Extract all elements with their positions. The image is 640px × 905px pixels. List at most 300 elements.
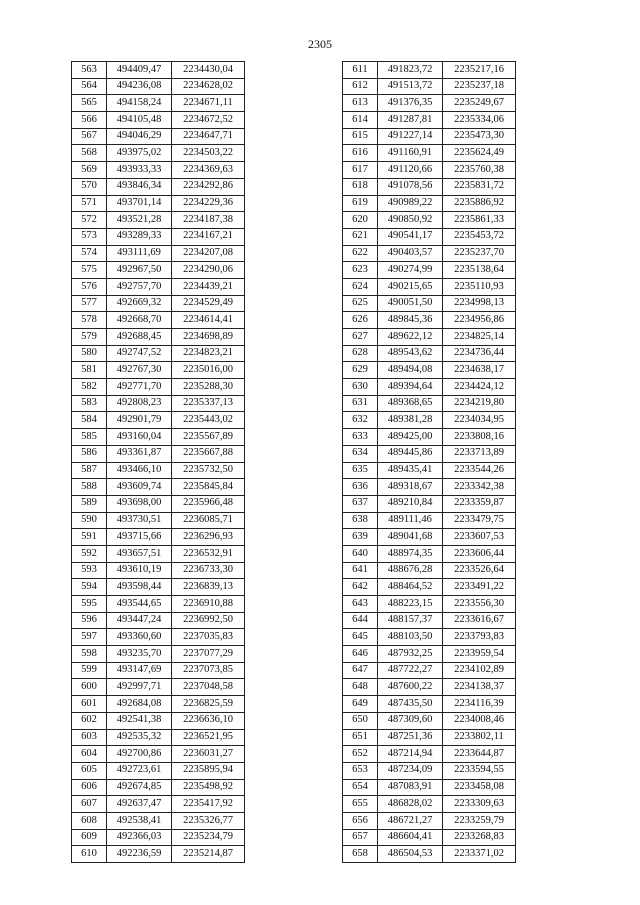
point-number-cell: 629	[343, 362, 378, 379]
x-coordinate-cell: 489445,86	[378, 445, 443, 462]
x-coordinate-cell: 486504,53	[378, 846, 443, 863]
x-coordinate-cell: 491160,91	[378, 145, 443, 162]
y-coordinate-cell: 2234034,95	[443, 412, 516, 429]
point-number-cell: 575	[72, 262, 107, 279]
y-coordinate-cell: 2237035,83	[172, 629, 245, 646]
table-row	[72, 462, 245, 479]
x-coordinate-cell: 487083,91	[378, 779, 443, 796]
point-number-cell: 631	[343, 395, 378, 412]
coordinates-table-left	[71, 61, 245, 863]
table-row	[72, 596, 245, 613]
table-row	[343, 729, 516, 746]
y-coordinate-cell: 2234424,12	[443, 379, 516, 396]
y-coordinate-cell: 2233713,89	[443, 445, 516, 462]
x-coordinate-cell: 489425,00	[378, 429, 443, 446]
table-row	[343, 712, 516, 729]
y-coordinate-cell: 2235567,89	[172, 429, 245, 446]
point-number-cell: 590	[72, 512, 107, 529]
y-coordinate-cell: 2236532,91	[172, 545, 245, 562]
point-number-cell: 645	[343, 629, 378, 646]
point-number-cell: 580	[72, 345, 107, 362]
point-number-cell: 583	[72, 395, 107, 412]
point-number-cell: 634	[343, 445, 378, 462]
table-row	[343, 295, 516, 312]
x-coordinate-cell: 489041,68	[378, 529, 443, 546]
table-row	[72, 646, 245, 663]
point-number-cell: 619	[343, 195, 378, 212]
x-coordinate-cell: 492808,23	[107, 395, 172, 412]
table-row	[72, 262, 245, 279]
point-number-cell: 581	[72, 362, 107, 379]
table-row	[343, 629, 516, 646]
y-coordinate-cell: 2233616,67	[443, 612, 516, 629]
x-coordinate-cell: 493698,00	[107, 495, 172, 512]
point-number-cell: 657	[343, 829, 378, 846]
x-coordinate-cell: 488157,37	[378, 612, 443, 629]
y-coordinate-cell: 2234187,38	[172, 212, 245, 229]
y-coordinate-cell: 2236992,50	[172, 612, 245, 629]
point-number-cell: 648	[343, 679, 378, 696]
x-coordinate-cell: 489381,28	[378, 412, 443, 429]
table-row	[343, 379, 516, 396]
x-coordinate-cell: 486721,27	[378, 812, 443, 829]
table-row	[72, 562, 245, 579]
table-row	[72, 445, 245, 462]
table-row	[72, 212, 245, 229]
table-row	[343, 162, 516, 179]
x-coordinate-cell: 489318,67	[378, 479, 443, 496]
x-coordinate-cell: 493147,69	[107, 662, 172, 679]
point-number-cell: 620	[343, 212, 378, 229]
x-coordinate-cell: 493544,65	[107, 596, 172, 613]
point-number-cell: 594	[72, 579, 107, 596]
point-number-cell: 625	[343, 295, 378, 312]
point-number-cell: 598	[72, 646, 107, 663]
y-coordinate-cell: 2234736,44	[443, 345, 516, 362]
point-number-cell: 604	[72, 746, 107, 763]
point-number-cell: 617	[343, 162, 378, 179]
x-coordinate-cell: 492541,38	[107, 712, 172, 729]
y-coordinate-cell: 2234671,11	[172, 95, 245, 112]
table-row	[343, 95, 516, 112]
y-coordinate-cell: 2235831,72	[443, 178, 516, 195]
point-number-cell: 567	[72, 128, 107, 145]
y-coordinate-cell: 2234614,41	[172, 312, 245, 329]
point-number-cell: 584	[72, 412, 107, 429]
point-number-cell: 646	[343, 646, 378, 663]
x-coordinate-cell: 494046,29	[107, 128, 172, 145]
point-number-cell: 607	[72, 796, 107, 813]
table-row	[72, 679, 245, 696]
table-row	[343, 278, 516, 295]
y-coordinate-cell: 2234647,71	[172, 128, 245, 145]
table-row	[72, 696, 245, 713]
table-row	[72, 812, 245, 829]
x-coordinate-cell: 489210,84	[378, 495, 443, 512]
y-coordinate-cell: 2235337,13	[172, 395, 245, 412]
x-coordinate-cell: 486604,41	[378, 829, 443, 846]
y-coordinate-cell: 2233259,79	[443, 812, 516, 829]
x-coordinate-cell: 492997,71	[107, 679, 172, 696]
point-number-cell: 582	[72, 379, 107, 396]
table-row	[72, 329, 245, 346]
y-coordinate-cell: 2233793,83	[443, 629, 516, 646]
point-number-cell: 656	[343, 812, 378, 829]
x-coordinate-cell: 490051,50	[378, 295, 443, 312]
y-coordinate-cell: 2237077,29	[172, 646, 245, 663]
point-number-cell: 637	[343, 495, 378, 512]
x-coordinate-cell: 491120,66	[378, 162, 443, 179]
x-coordinate-cell: 487435,50	[378, 696, 443, 713]
table-row	[343, 479, 516, 496]
x-coordinate-cell: 491227,14	[378, 128, 443, 145]
point-number-cell: 605	[72, 762, 107, 779]
y-coordinate-cell: 2233959,54	[443, 646, 516, 663]
point-number-cell: 649	[343, 696, 378, 713]
x-coordinate-cell: 489543,62	[378, 345, 443, 362]
x-coordinate-cell: 487214,94	[378, 746, 443, 763]
point-number-cell: 610	[72, 846, 107, 863]
y-coordinate-cell: 2233644,87	[443, 746, 516, 763]
table-row	[343, 646, 516, 663]
table-row	[72, 295, 245, 312]
table-row	[343, 62, 516, 79]
table-row	[343, 545, 516, 562]
point-number-cell: 615	[343, 128, 378, 145]
table-row	[343, 212, 516, 229]
table-row	[343, 696, 516, 713]
point-number-cell: 601	[72, 696, 107, 713]
y-coordinate-cell: 2233606,44	[443, 545, 516, 562]
y-coordinate-cell: 2233607,53	[443, 529, 516, 546]
x-coordinate-cell: 493846,34	[107, 178, 172, 195]
point-number-cell: 616	[343, 145, 378, 162]
y-coordinate-cell: 2233371,02	[443, 846, 516, 863]
table-row	[72, 195, 245, 212]
point-number-cell: 640	[343, 545, 378, 562]
point-number-cell: 641	[343, 562, 378, 579]
point-number-cell: 618	[343, 178, 378, 195]
y-coordinate-cell: 2233594,55	[443, 762, 516, 779]
x-coordinate-cell: 487309,60	[378, 712, 443, 729]
table-row	[72, 128, 245, 145]
x-coordinate-cell: 492668,70	[107, 312, 172, 329]
y-coordinate-cell: 2236910,88	[172, 596, 245, 613]
point-number-cell: 658	[343, 846, 378, 863]
x-coordinate-cell: 494409,47	[107, 62, 172, 79]
table-row	[72, 495, 245, 512]
y-coordinate-cell: 2235334,06	[443, 112, 516, 129]
x-coordinate-cell: 492723,61	[107, 762, 172, 779]
point-number-cell: 609	[72, 829, 107, 846]
x-coordinate-cell: 493160,04	[107, 429, 172, 446]
table-row	[343, 762, 516, 779]
x-coordinate-cell: 489622,12	[378, 329, 443, 346]
y-coordinate-cell: 2235016,00	[172, 362, 245, 379]
y-coordinate-cell: 2236296,93	[172, 529, 245, 546]
y-coordinate-cell: 2234529,49	[172, 295, 245, 312]
table-row	[343, 562, 516, 579]
point-number-cell: 633	[343, 429, 378, 446]
x-coordinate-cell: 492538,41	[107, 812, 172, 829]
table-row	[72, 412, 245, 429]
table-row	[343, 679, 516, 696]
table-row	[72, 662, 245, 679]
y-coordinate-cell: 2235886,92	[443, 195, 516, 212]
y-coordinate-cell: 2233491,22	[443, 579, 516, 596]
point-number-cell: 592	[72, 545, 107, 562]
point-number-cell: 651	[343, 729, 378, 746]
y-coordinate-cell: 2235249,67	[443, 95, 516, 112]
y-coordinate-cell: 2233479,75	[443, 512, 516, 529]
point-number-cell: 588	[72, 479, 107, 496]
table-row	[343, 596, 516, 613]
point-number-cell: 644	[343, 612, 378, 629]
y-coordinate-cell: 2234138,37	[443, 679, 516, 696]
table-row	[72, 312, 245, 329]
y-coordinate-cell: 2235237,70	[443, 245, 516, 262]
table-row	[72, 762, 245, 779]
table-row	[72, 278, 245, 295]
x-coordinate-cell: 488464,52	[378, 579, 443, 596]
point-number-cell: 565	[72, 95, 107, 112]
y-coordinate-cell: 2234698,89	[172, 329, 245, 346]
x-coordinate-cell: 489845,36	[378, 312, 443, 329]
table-row	[343, 796, 516, 813]
table-row	[343, 78, 516, 95]
x-coordinate-cell: 492684,08	[107, 696, 172, 713]
x-coordinate-cell: 492771,70	[107, 379, 172, 396]
x-coordinate-cell: 490541,17	[378, 228, 443, 245]
y-coordinate-cell: 2233556,30	[443, 596, 516, 613]
x-coordinate-cell: 489494,08	[378, 362, 443, 379]
y-coordinate-cell: 2234430,04	[172, 62, 245, 79]
x-coordinate-cell: 492967,50	[107, 262, 172, 279]
table-row	[343, 462, 516, 479]
y-coordinate-cell: 2236733,30	[172, 562, 245, 579]
x-coordinate-cell: 489368,65	[378, 395, 443, 412]
x-coordinate-cell: 493235,70	[107, 646, 172, 663]
point-number-cell: 623	[343, 262, 378, 279]
point-number-cell: 574	[72, 245, 107, 262]
x-coordinate-cell: 492637,47	[107, 796, 172, 813]
coordinates-table-right	[342, 61, 516, 863]
point-number-cell: 586	[72, 445, 107, 462]
y-coordinate-cell: 2234102,89	[443, 662, 516, 679]
point-number-cell: 654	[343, 779, 378, 796]
table-row	[343, 128, 516, 145]
x-coordinate-cell: 490850,92	[378, 212, 443, 229]
table-row	[72, 78, 245, 95]
table-row	[343, 429, 516, 446]
point-number-cell: 624	[343, 278, 378, 295]
point-number-cell: 611	[343, 62, 378, 79]
x-coordinate-cell: 491376,35	[378, 95, 443, 112]
point-number-cell: 606	[72, 779, 107, 796]
y-coordinate-cell: 2233342,38	[443, 479, 516, 496]
point-number-cell: 573	[72, 228, 107, 245]
page-number: 2305	[308, 37, 332, 51]
point-number-cell: 653	[343, 762, 378, 779]
y-coordinate-cell: 2234439,21	[172, 278, 245, 295]
y-coordinate-cell: 2235667,88	[172, 445, 245, 462]
table-row	[72, 729, 245, 746]
x-coordinate-cell: 492669,32	[107, 295, 172, 312]
table-row	[72, 512, 245, 529]
table-row	[72, 62, 245, 79]
y-coordinate-cell: 2234672,52	[172, 112, 245, 129]
y-coordinate-cell: 2234638,17	[443, 362, 516, 379]
x-coordinate-cell: 493933,33	[107, 162, 172, 179]
x-coordinate-cell: 493598,44	[107, 579, 172, 596]
point-number-cell: 639	[343, 529, 378, 546]
y-coordinate-cell: 2235138,64	[443, 262, 516, 279]
point-number-cell: 599	[72, 662, 107, 679]
y-coordinate-cell: 2235845,84	[172, 479, 245, 496]
y-coordinate-cell: 2234219,80	[443, 395, 516, 412]
x-coordinate-cell: 489435,41	[378, 462, 443, 479]
table-row	[72, 112, 245, 129]
y-coordinate-cell: 2233458,08	[443, 779, 516, 796]
point-number-cell: 600	[72, 679, 107, 696]
y-coordinate-cell: 2233544,26	[443, 462, 516, 479]
point-number-cell: 626	[343, 312, 378, 329]
table-row	[343, 612, 516, 629]
x-coordinate-cell: 493610,19	[107, 562, 172, 579]
table-row	[72, 846, 245, 863]
x-coordinate-cell: 494158,24	[107, 95, 172, 112]
x-coordinate-cell: 491287,81	[378, 112, 443, 129]
y-coordinate-cell: 2235214,87	[172, 846, 245, 863]
y-coordinate-cell: 2233526,64	[443, 562, 516, 579]
point-number-cell: 587	[72, 462, 107, 479]
x-coordinate-cell: 490403,57	[378, 245, 443, 262]
point-number-cell: 635	[343, 462, 378, 479]
table-row	[72, 529, 245, 546]
point-number-cell: 642	[343, 579, 378, 596]
table-row	[72, 545, 245, 562]
x-coordinate-cell: 489111,46	[378, 512, 443, 529]
point-number-cell: 632	[343, 412, 378, 429]
y-coordinate-cell: 2235966,48	[172, 495, 245, 512]
y-coordinate-cell: 2235498,92	[172, 779, 245, 796]
table-row	[343, 812, 516, 829]
y-coordinate-cell: 2234823,21	[172, 345, 245, 362]
y-coordinate-cell: 2234207,08	[172, 245, 245, 262]
table-row	[72, 379, 245, 396]
table-row	[343, 829, 516, 846]
table-row	[343, 178, 516, 195]
point-number-cell: 622	[343, 245, 378, 262]
x-coordinate-cell: 493466,10	[107, 462, 172, 479]
table-row	[72, 395, 245, 412]
y-coordinate-cell: 2236031,27	[172, 746, 245, 763]
y-coordinate-cell: 2235473,30	[443, 128, 516, 145]
table-row	[72, 829, 245, 846]
x-coordinate-cell: 494105,48	[107, 112, 172, 129]
y-coordinate-cell: 2233268,83	[443, 829, 516, 846]
x-coordinate-cell: 491823,72	[378, 62, 443, 79]
point-number-cell: 577	[72, 295, 107, 312]
table-row	[343, 495, 516, 512]
table-row	[72, 245, 245, 262]
x-coordinate-cell: 487722,27	[378, 662, 443, 679]
point-number-cell: 578	[72, 312, 107, 329]
x-coordinate-cell: 488974,35	[378, 545, 443, 562]
y-coordinate-cell: 2233802,11	[443, 729, 516, 746]
x-coordinate-cell: 493657,51	[107, 545, 172, 562]
x-coordinate-cell: 488223,15	[378, 596, 443, 613]
table-row	[343, 529, 516, 546]
y-coordinate-cell: 2235217,16	[443, 62, 516, 79]
point-number-cell: 563	[72, 62, 107, 79]
x-coordinate-cell: 488103,50	[378, 629, 443, 646]
table-row	[72, 712, 245, 729]
x-coordinate-cell: 490989,22	[378, 195, 443, 212]
y-coordinate-cell: 2235234,79	[172, 829, 245, 846]
x-coordinate-cell: 492688,45	[107, 329, 172, 346]
table-row	[72, 612, 245, 629]
point-number-cell: 595	[72, 596, 107, 613]
y-coordinate-cell: 2236839,13	[172, 579, 245, 596]
table-row	[343, 412, 516, 429]
table-row	[72, 579, 245, 596]
x-coordinate-cell: 493715,66	[107, 529, 172, 546]
point-number-cell: 614	[343, 112, 378, 129]
table-row	[72, 162, 245, 179]
table-row	[343, 329, 516, 346]
table-row	[72, 345, 245, 362]
y-coordinate-cell: 2234008,46	[443, 712, 516, 729]
table-row	[343, 345, 516, 362]
table-row	[343, 145, 516, 162]
table-row	[343, 362, 516, 379]
point-number-cell: 602	[72, 712, 107, 729]
point-number-cell: 589	[72, 495, 107, 512]
y-coordinate-cell: 2235237,18	[443, 78, 516, 95]
table-row	[72, 95, 245, 112]
y-coordinate-cell: 2237073,85	[172, 662, 245, 679]
table-row	[72, 779, 245, 796]
point-number-cell: 564	[72, 78, 107, 95]
y-coordinate-cell: 2234956,86	[443, 312, 516, 329]
point-number-cell: 569	[72, 162, 107, 179]
table-row	[343, 779, 516, 796]
point-number-cell: 570	[72, 178, 107, 195]
x-coordinate-cell: 492901,79	[107, 412, 172, 429]
x-coordinate-cell: 492757,70	[107, 278, 172, 295]
point-number-cell: 628	[343, 345, 378, 362]
x-coordinate-cell: 493730,51	[107, 512, 172, 529]
point-number-cell: 638	[343, 512, 378, 529]
x-coordinate-cell: 490215,65	[378, 278, 443, 295]
table-row	[343, 746, 516, 763]
y-coordinate-cell: 2233309,63	[443, 796, 516, 813]
x-coordinate-cell: 493975,02	[107, 145, 172, 162]
point-number-cell: 591	[72, 529, 107, 546]
y-coordinate-cell: 2234167,21	[172, 228, 245, 245]
y-coordinate-cell: 2235417,92	[172, 796, 245, 813]
y-coordinate-cell: 2234369,63	[172, 162, 245, 179]
x-coordinate-cell: 486828,02	[378, 796, 443, 813]
table-body	[72, 62, 245, 863]
y-coordinate-cell: 2236085,71	[172, 512, 245, 529]
table-row	[343, 445, 516, 462]
x-coordinate-cell: 492747,52	[107, 345, 172, 362]
point-number-cell: 650	[343, 712, 378, 729]
y-coordinate-cell: 2237048,58	[172, 679, 245, 696]
y-coordinate-cell: 2235453,72	[443, 228, 516, 245]
